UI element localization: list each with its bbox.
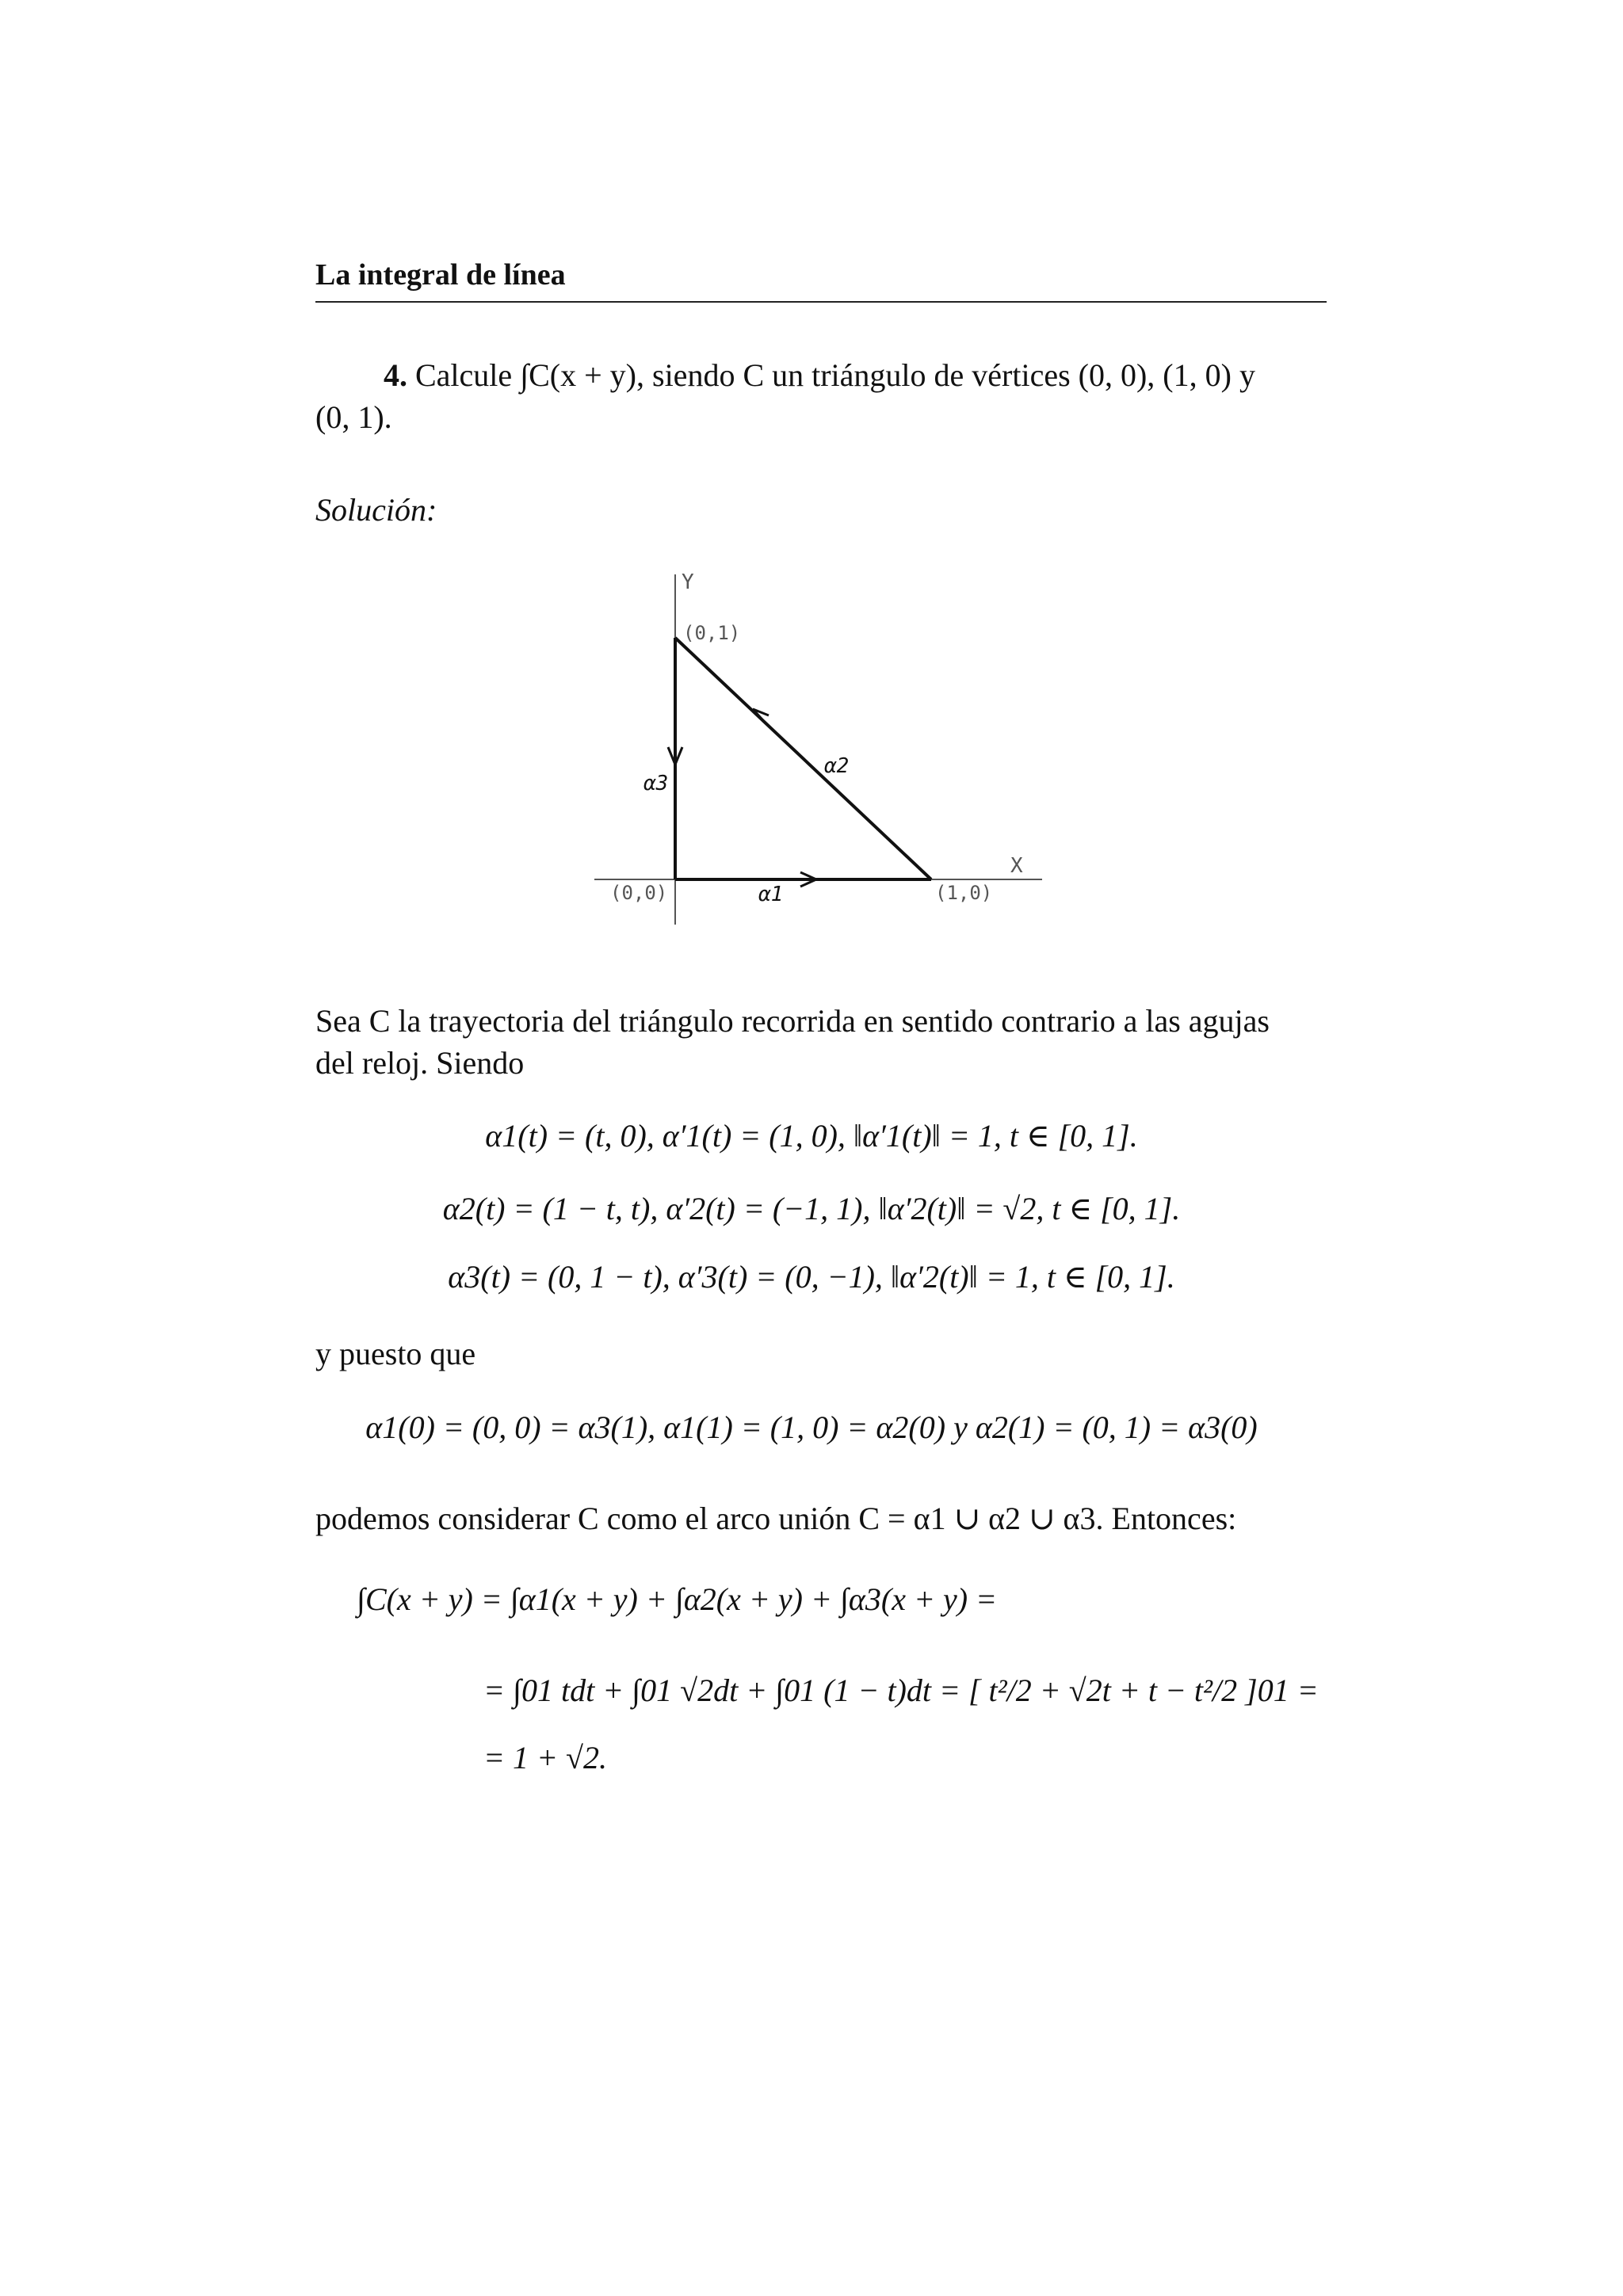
equation-alpha3: α3(t) = (0, 1 − t), α′3(t) = (0, −1), ‖α′2(t)‖ = 1, t ∈ [0, 1]. [448,1259,1175,1295]
vertex-label-y: (0,1) [683,622,741,644]
paragraph-2: podemos considerar C como el arco unión C = α1 ∪ α2 ∪ α3. Entonces: [315,1501,1237,1536]
problem-text: Calcule ∫C(x + y), siendo C un triángulo de vértices (0, 0), (1, 0) y [415,357,1255,393]
segment-label-alpha2: α2 [824,754,850,778]
puesto-que: y puesto que [315,1336,476,1371]
axis-y-label: Y [682,570,694,594]
paragraph-1-line-2: del reloj. Siendo [315,1045,525,1081]
equation-alpha2: α2(t) = (1 − t, t), α′2(t) = (−1, 1), ‖α′2(t)‖ = √2, t ∈ [0, 1]. [442,1191,1181,1226]
paragraph-1-line-1: Sea C la trayectoria del triángulo recorrida en sentido contrario a las agujas [315,1003,1270,1039]
solution-label: Solución: [315,492,437,528]
section-header: La integral de línea [315,258,566,292]
vertex-label-origin: (0,0) [610,882,668,904]
segment-label-alpha1: α1 [758,883,784,906]
axis-x-label: X [1010,854,1023,878]
problem-statement [384,354,1255,397]
header-rule [315,301,1327,303]
segment-alpha2 [675,638,931,879]
problem-statement-cont: (0, 1). [315,399,392,435]
triangle-figure [586,566,1062,939]
final-line-2: = ∫01 tdt + ∫01 √2dt + ∫01 (1 − t)dt = [ t²/2 + √2t + t − t²/2 ]01 = [483,1672,1319,1708]
final-line-3: = 1 + √2. [483,1740,607,1775]
final-line-1: ∫C(x + y) = ∫α1(x + y) + ∫α2(x + y) + ∫α3(x + y) = [357,1581,998,1617]
segment-label-alpha3: α3 [643,772,669,795]
equation-alpha1: α1(t) = (t, 0), α′1(t) = (1, 0), ‖α′1(t)‖ = 1, t ∈ [0, 1]. [485,1118,1138,1154]
problem-number: 4. [384,357,407,393]
arrow-alpha2 [753,709,769,725]
vertex-label-x: (1,0) [935,882,993,904]
equation-endpoints: α1(0) = (0, 0) = α3(1), α1(1) = (1, 0) = α2(0) y α2(1) = (0, 1) = α3(0) [365,1409,1258,1445]
